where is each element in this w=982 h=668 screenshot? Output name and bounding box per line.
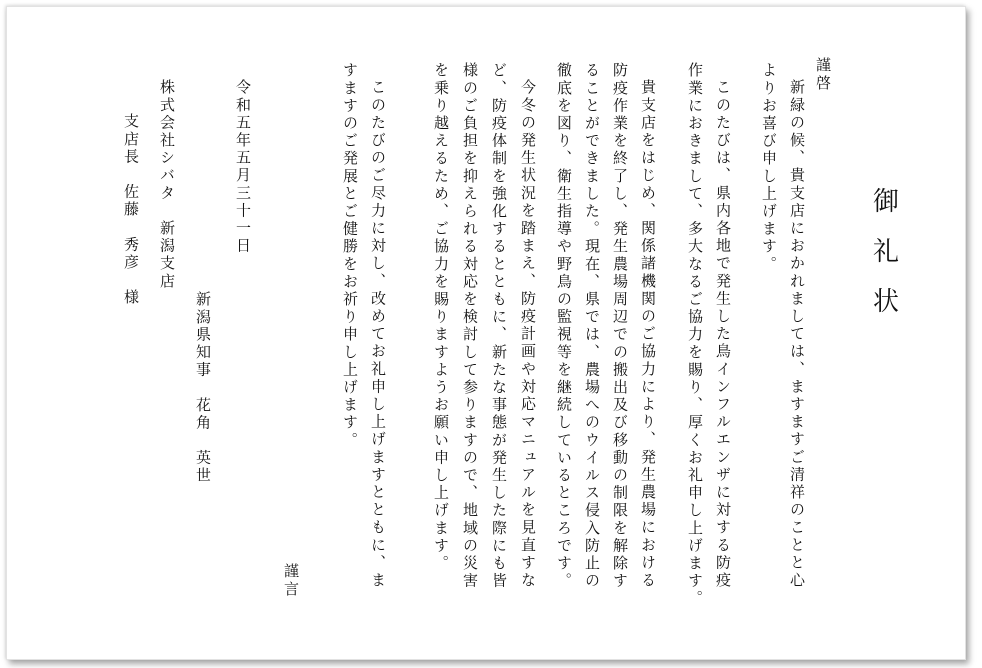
body-line-8: 徹底を図り、衛生指導や野鳥の監視等を継続しているところです。 [555, 62, 573, 590]
date-line: 令和五年五月三十一日 [234, 79, 252, 255]
body-line-13: このたびのご尽力に対し、改めてお礼申し上げますとともに、ま [369, 79, 387, 590]
body-line-14: すますのご発展とご健勝をお祈り申し上げます。 [341, 62, 359, 450]
body-line-9: 今冬の発生状況を踏まえ、防疫計画や対応マニュアルを見直すな [519, 79, 537, 590]
closing-word: 謹言 [282, 563, 300, 599]
body-line-10: ど、防疫体制を強化するとともに、新たな事態が発生した際にも皆 [490, 62, 508, 590]
title-char-1: 御 [873, 187, 900, 217]
opening-word: 謹啓 [814, 57, 832, 93]
letter-paper [6, 6, 966, 660]
body-line-1: 新緑の候、貴支店におかれましては、ますますご清祥のことと心 [788, 79, 806, 590]
sender-line: 新潟県知事 花角 英世 [194, 291, 212, 485]
title-char-2: 礼 [873, 237, 900, 267]
recipient-person: 支店長 佐藤 秀彦 様 [122, 113, 140, 307]
body-line-11: 様のご負担を抑えられる対応を検討して参りますので、地域の災害 [461, 62, 479, 590]
body-line-7: ることができました。現在、県では、農場へのウイルス侵入防止の [583, 62, 601, 590]
body-line-6: 防疫作業を終了し、発生農場周辺での搬出及び移動の制限を解除す [611, 62, 629, 590]
body-line-3: このたびは、県内各地で発生した鳥インフルエンザに対する防疫 [714, 79, 732, 590]
body-line-4: 作業におきまして、多大なるご協力を賜り、厚くお礼申し上げます。 [686, 62, 704, 608]
title-char-3: 状 [873, 287, 900, 317]
body-line-5: 貴支店をはじめ、関係諸機関のご協力により、発生農場における [639, 79, 657, 590]
body-line-2: よりお喜び申し上げます。 [760, 62, 778, 274]
recipient-company: 株式会社シバタ 新潟支店 [158, 79, 176, 291]
body-line-12: を乗り越えるため、ご協力を賜りますようお願い申し上げます。 [432, 62, 450, 573]
